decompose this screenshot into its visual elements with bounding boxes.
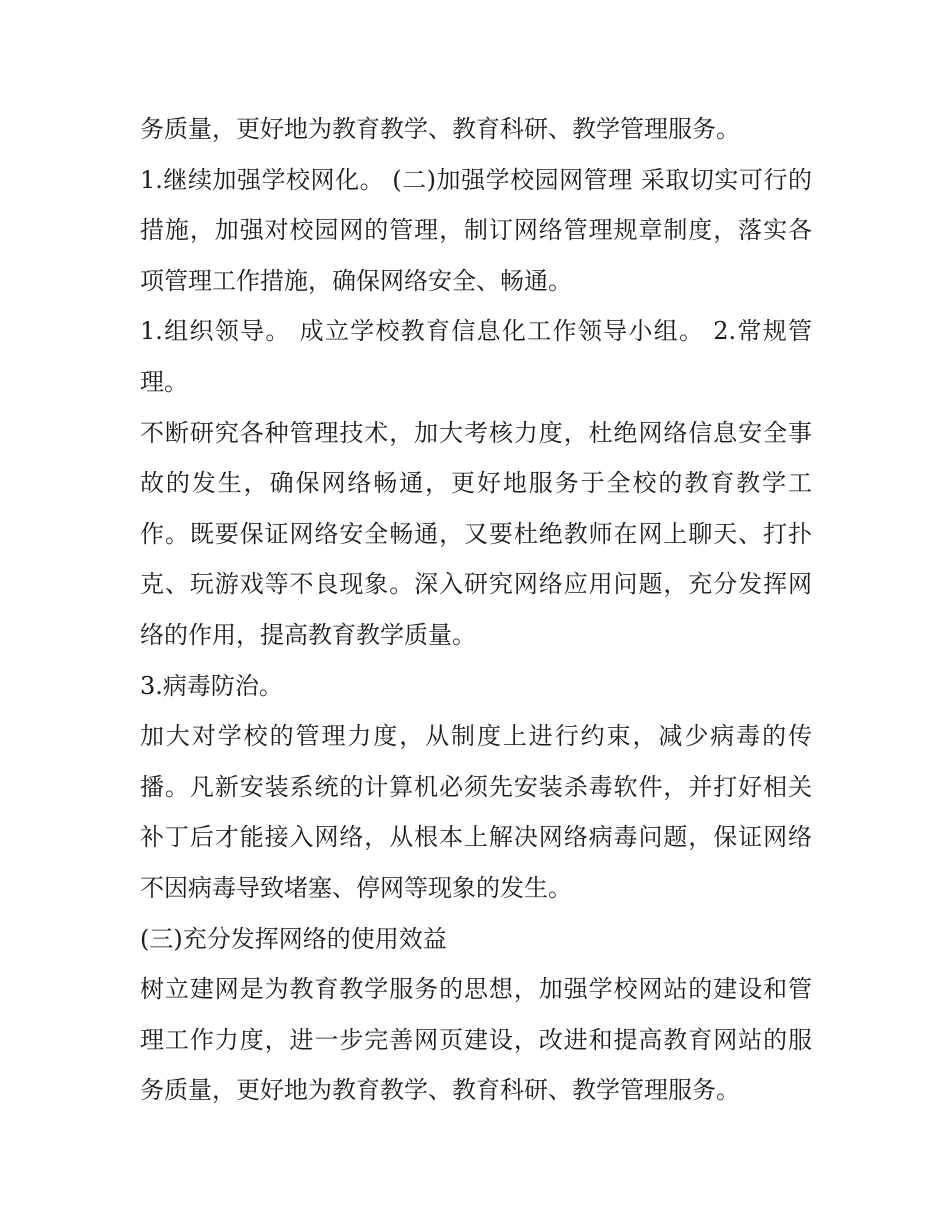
paragraph-line: 树立建网是为教育教学服务的思想，加强学校网站的建设和管 (140, 975, 812, 1004)
section-heading: (三)充分发挥网络的使用效益 (140, 924, 447, 953)
paragraph-line: 措施，加强对校园网的管理，制订网络管理规章制度，落实各 (140, 216, 812, 245)
paragraph-line: 播。凡新安装系统的计算机必须先安装杀毒软件，并打好相关 (140, 772, 812, 801)
paragraph-line: 补丁后才能接入网络，从根本上解决网络病毒问题，保证网络 (140, 823, 812, 852)
paragraph-line: 络的作用，提高教育教学质量。 (140, 620, 476, 649)
paragraph-line: 故的发生，确保网络畅通，更好地服务于全校的教育教学工 (140, 469, 812, 498)
paragraph-line: 务质量，更好地为教育教学、教育科研、教学管理服务。 (140, 115, 740, 143)
paragraph-line: 加大对学校的管理力度，从制度上进行约束，减少病毒的传 (140, 722, 812, 751)
paragraph-line: 理。 (140, 367, 188, 396)
paragraph-line: 理工作力度，进一步完善网页建设，改进和提高教育网站的服 (140, 1025, 812, 1054)
paragraph-line: 项管理工作措施，确保网络安全、畅通。 (140, 266, 572, 295)
paragraph-line: 1.继续加强学校网化。 (二)加强学校园网管理 采取切实可行的 (140, 165, 812, 194)
paragraph-line: 不断研究各种管理技术，加大考核力度，杜绝网络信息安全事 (140, 418, 812, 447)
document-body (140, 104, 812, 1116)
paragraph-line: 作。既要保证网络安全畅通，又要杜绝教师在网上聊天、打扑 (140, 519, 812, 548)
paragraph-line: 不因病毒导致堵塞、停网等现象的发生。 (140, 873, 572, 902)
paragraph-line: 务质量，更好地为教育教学、教育科研、教学管理服务。 (140, 1076, 740, 1105)
section-heading: 3.病毒防治。 (140, 671, 283, 700)
paragraph-line: 克、玩游戏等不良现象。深入研究网络应用问题，充分发挥网 (140, 570, 812, 599)
paragraph-line: 1.组织领导。 成立学校教育信息化工作领导小组。 2.常规管 (140, 317, 812, 346)
